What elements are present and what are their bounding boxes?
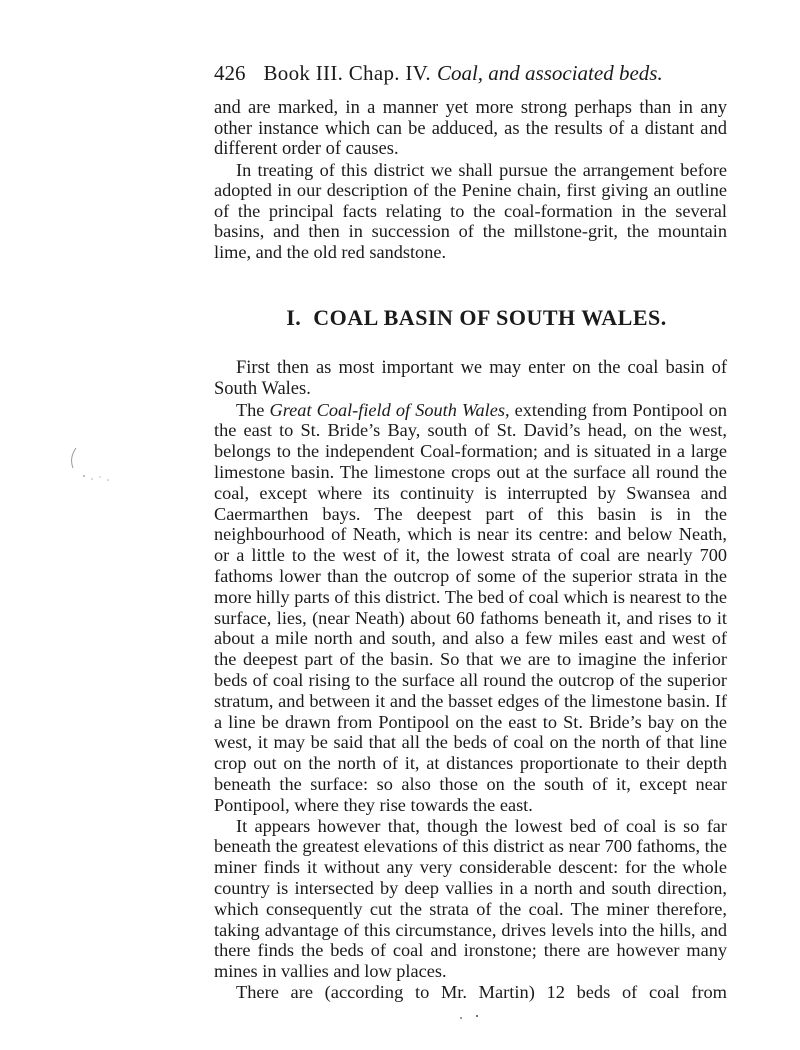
page-text <box>214 98 727 1003</box>
italic-term: Great Coal-field of South Wales, <box>269 399 510 420</box>
running-head <box>214 60 714 86</box>
paragraph-intro-basin: First then as most important we may enter on the coal basin of South Wales. <box>214 358 727 399</box>
paragraph-great-coal-field <box>214 400 727 816</box>
running-head-subject: Coal, and associated beds. <box>436 61 663 85</box>
paragraph-body-text: extending from Pontipool on the east to St. Bride’s Bay, south of St. David’s head, on the west, belongs to the independent Coal-formation; and is situated in a large limestone basin. The limestone crops out at the surface all round the coal, except where its continuity is interrupted by Swansea and Caermarthen bays. The deepest part of this basin is in the neighbourhood of Neath, which is near its centre: and below Neath, or a little to the west of it, the lowest strata of coal are nearly 700 fathoms lower than the outcrop of some of the superior strata in the more hilly parts of this district. The bed of coal which is nearest to the surface, lies, (near Neath) about 60 fathoms beneath it, and rises to it about a mile north and south, and also a few miles east and west of the deepest part of the basin. So that we are to imagine the inferior beds of coal rising to the surface all round the outcrop of the superior stratum, and between it and the basset edges of the limestone basin. If a line be drawn from Pontipool on the east to St. Bride’s bay on the west, it may be said that all the beds of coal on the north of that line crop out on the north of it, at distances proportionate to their depth beneath the surface: so also those on the south of it, except near Pontipool, where they rise towards the east. <box>214 399 728 815</box>
margin-specks <box>62 446 122 506</box>
section-title: COAL BASIN OF SOUTH WALES. <box>313 305 667 330</box>
paragraph-beds-of-coal: There are (according to Mr. Martin) 12 beds of coal from <box>236 981 727 1002</box>
paragraph-arrangement: In treating of this district we shall pursue the arrangement before adopted in our description of the Penine chain, first giving an outline of the principal facts relating to the coal-formation in the several basins, and then in succession of the millstone-grit, the mountain lime, and the old red sandstone. <box>214 159 727 262</box>
paragraph-continued: and are marked, in a manner yet more strong perhaps than in any other instance which can be adduced, as the results of a distant and different order of causes. <box>214 98 727 159</box>
footer-specks <box>455 1010 495 1024</box>
paragraph-miner: It appears however that, though the lowest bed of coal is so far beneath the greatest elevations of this district as near 700 fathoms, the miner finds it without any very considerable descent: for the whole country is intersected by deep vallies in a north and south direction, which consequently cut the strata of the coal. The miner therefore, taking advantage of this circumstance, drives levels into the hills, and there finds the beds of coal and ironstone; there are however many mines in vallies and low places. <box>214 815 727 982</box>
book-chapter-label: Book III. Chap. IV. <box>263 61 431 85</box>
section-numeral: I. <box>286 305 302 330</box>
paragraph-lead-word: The <box>236 399 265 420</box>
page-number: 426 <box>214 61 246 85</box>
section-heading <box>214 304 727 332</box>
